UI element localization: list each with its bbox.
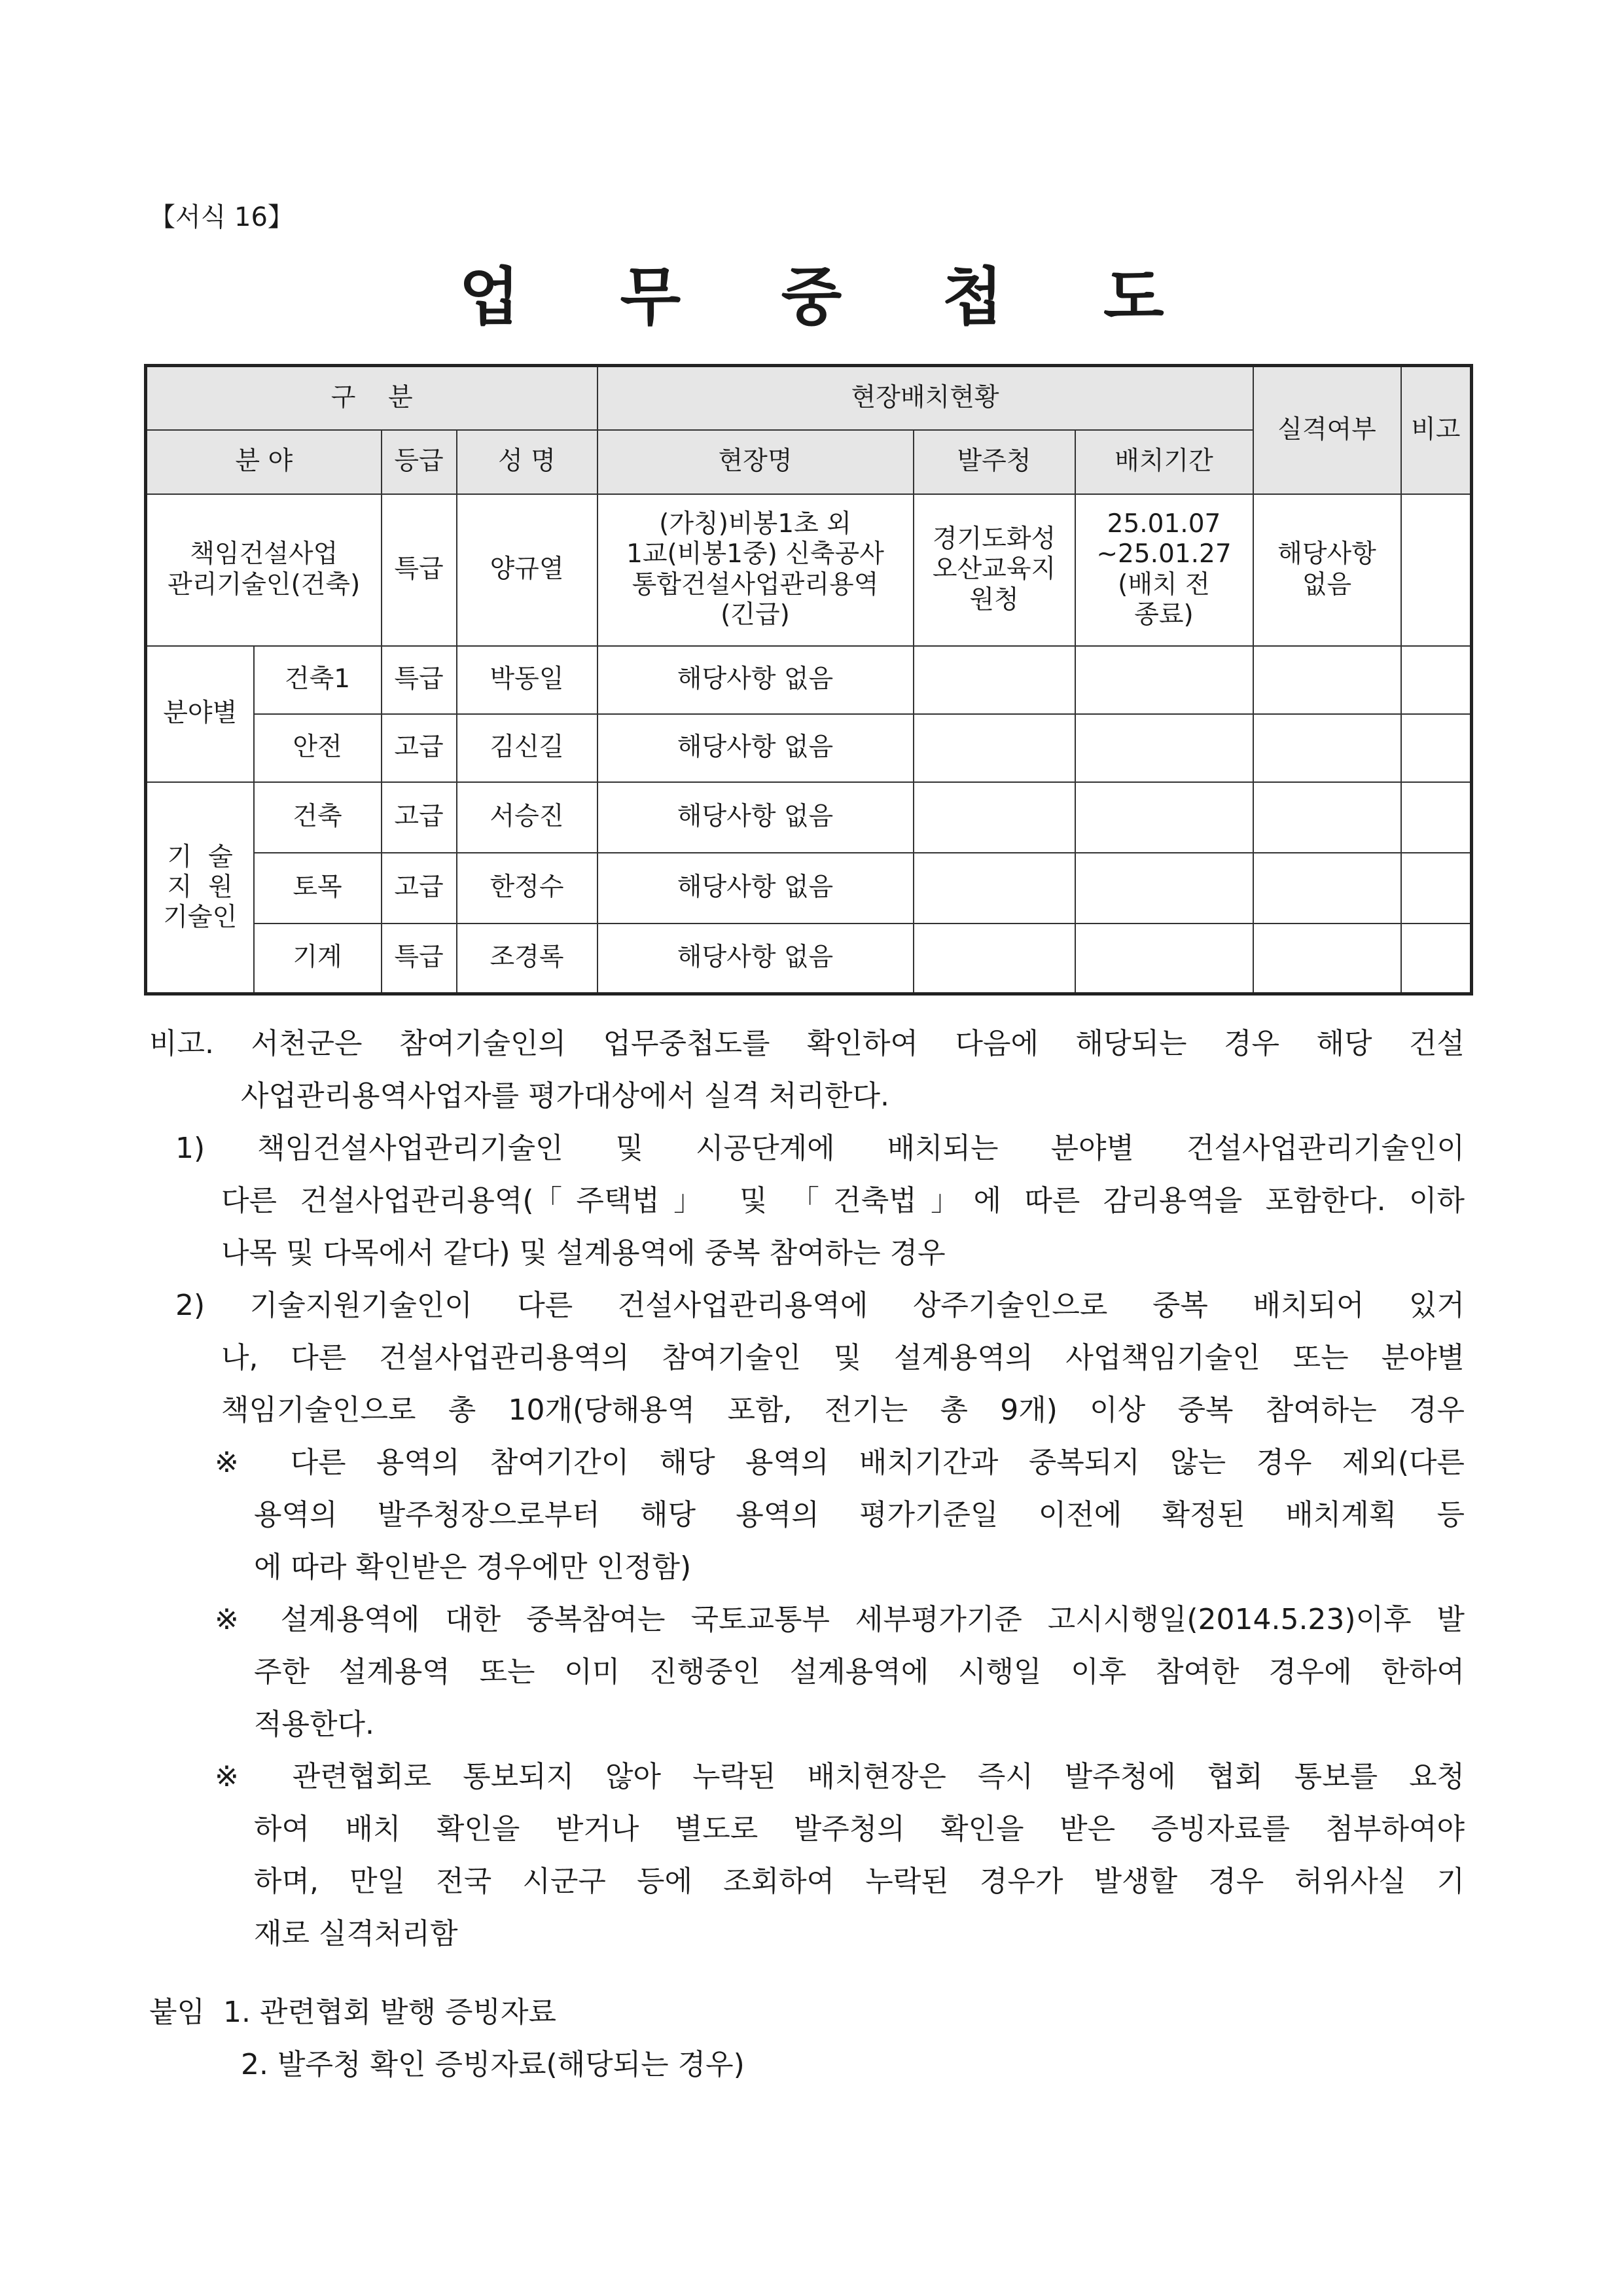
header-gubun: 구 분 (146, 366, 597, 430)
group2-label (146, 782, 254, 994)
row-remarks (1401, 646, 1472, 714)
lead-client-line3: 원청 (969, 584, 1019, 615)
row-remarks (1401, 782, 1472, 853)
row-name: 서승진 (457, 782, 597, 853)
header-field: 분 야 (146, 430, 382, 494)
group1-label: 분야별 (146, 646, 254, 782)
row-disqualification (1253, 714, 1401, 782)
row-period (1075, 646, 1253, 714)
header-grade: 등급 (382, 430, 457, 494)
lead-client-line2: 오산교육지 (932, 554, 1056, 584)
form-label: 【서식 16】 (149, 202, 294, 232)
row-client (914, 853, 1075, 924)
table-row (146, 646, 1472, 714)
note-ref3-line3: 하며, 만일 전국 시군구 등에 조회하여 누락된 경우가 발생할 경우 허위사실 기 (254, 1865, 1465, 1898)
note-item1-line3: 나목 및 다목에서 같다) 및 설계용역에 중복 참여하는 경우 (221, 1236, 946, 1270)
table-row (146, 924, 1472, 994)
note-ref1-line1: ※ 다른 용역의 참여기간이 해당 용역의 배치기간과 중복되지 않는 경우 제외(다른 (215, 1446, 1465, 1479)
header-period: 배치기간 (1075, 430, 1253, 494)
note-item2-line3: 책임기술인으로 총 10개(당해용역 포함, 전기는 총 9개) 이상 중복 참여하는 경우 (221, 1393, 1465, 1427)
lead-period-line4: 종료) (1134, 600, 1194, 630)
group2-label-line2: 지 원 (167, 872, 233, 902)
lead-site-line3: 통합건설사업관리용역 (632, 569, 879, 600)
lead-disqualification-cell (1253, 494, 1401, 646)
row-name: 조경록 (457, 924, 597, 994)
row-site: 해당사항 없음 (597, 714, 914, 782)
row-remarks (1401, 714, 1472, 782)
lead-period-line3: (배치 전 (1118, 569, 1210, 600)
attachment-line1: 붙임 1. 관련협회 발행 증빙자료 (149, 1996, 556, 2029)
row-disqualification (1253, 853, 1401, 924)
note-ref2-line1: ※ 설계용역에 대한 중복참여는 국토교통부 세부평가기준 고시시행일(2014.5.23)이후 발 (215, 1603, 1465, 1636)
table-row (146, 853, 1472, 924)
lead-period-cell (1075, 494, 1253, 646)
row-site: 해당사항 없음 (597, 924, 914, 994)
row-grade: 특급 (382, 924, 457, 994)
row-site: 해당사항 없음 (597, 853, 914, 924)
row-remarks (1401, 924, 1472, 994)
row-sub: 건축 (254, 782, 382, 853)
notes-section (149, 1018, 1465, 2091)
row-client (914, 646, 1075, 714)
note-item2-line1: 2) 기술지원기술인이 다른 건설사업관리용역에 상주기술인으로 중복 배치되어 있거 (175, 1289, 1465, 1322)
lead-field-line1: 책임건설사업 (190, 539, 338, 569)
header-remarks: 비고 (1401, 366, 1472, 494)
header-client: 발주청 (914, 430, 1075, 494)
row-name: 박동일 (457, 646, 597, 714)
row-site: 해당사항 없음 (597, 646, 914, 714)
row-disqualification (1253, 782, 1401, 853)
table-row (146, 782, 1472, 853)
lead-name: 양규열 (457, 494, 597, 646)
note-item1-line2: 다른 건설사업관리용역(「주택법」 및 「건축법」에 따른 감리용역을 포함한다. 이하 (221, 1184, 1465, 1217)
note-intro-line2: 사업관리용역사업자를 평가대상에서 실격 처리한다. (241, 1079, 890, 1113)
lead-site-line2: 1교(비봉1중) 신축공사 (626, 539, 884, 569)
note-item2-line2: 나, 다른 건설사업관리용역의 참여기술인 및 설계용역의 사업책임기술인 또는 분야별 (221, 1341, 1465, 1374)
document-title: 업 무 중 첩 도 (459, 260, 1204, 334)
row-remarks (1401, 853, 1472, 924)
header-disqualification: 실격여부 (1253, 366, 1401, 494)
row-sub: 토목 (254, 853, 382, 924)
lead-period-line1: 25.01.07 (1107, 509, 1221, 539)
overlap-table (144, 364, 1473, 996)
lead-remarks (1401, 494, 1472, 646)
header-site-status: 현장배치현황 (597, 366, 1253, 430)
row-grade: 고급 (382, 714, 457, 782)
lead-client-cell (914, 494, 1075, 646)
note-ref3-line2: 하여 배치 확인을 받거나 별도로 발주청의 확인을 받은 증빙자료를 첨부하여야 (254, 1812, 1465, 1846)
row-period (1075, 853, 1253, 924)
note-item1-line1: 1) 책임건설사업관리기술인 및 시공단계에 배치되는 분야별 건설사업관리기술인이 (175, 1132, 1465, 1165)
row-grade: 고급 (382, 782, 457, 853)
lead-site-cell (597, 494, 914, 646)
row-name: 한정수 (457, 853, 597, 924)
note-ref1-line2: 용역의 발주청장으로부터 해당 용역의 평가기준일 이전에 확정된 배치계획 등 (254, 1498, 1465, 1532)
row-disqualification (1253, 924, 1401, 994)
lead-disq-line1: 해당사항 (1277, 539, 1376, 569)
row-period (1075, 714, 1253, 782)
row-sub: 기계 (254, 924, 382, 994)
row-name: 김신길 (457, 714, 597, 782)
lead-field-cell (146, 494, 382, 646)
row-period (1075, 782, 1253, 853)
lead-disq-line2: 없음 (1302, 569, 1352, 600)
lead-client-line1: 경기도화성 (932, 524, 1056, 554)
lead-site-line1: (가칭)비봉1초 외 (659, 509, 851, 539)
lead-grade: 특급 (382, 494, 457, 646)
row-client (914, 782, 1075, 853)
note-ref1-line3: 에 따라 확인받은 경우에만 인정함) (254, 1551, 692, 1584)
note-ref3-line1: ※ 관련협회로 통보되지 않아 누락된 배치현장은 즉시 발주청에 협회 통보를 요청 (215, 1760, 1465, 1793)
row-site: 해당사항 없음 (597, 782, 914, 853)
row-period (1075, 924, 1253, 994)
note-ref2-line2: 주한 설계용역 또는 이미 진행중인 설계용역에 시행일 이후 참여한 경우에 한하여 (254, 1655, 1465, 1689)
row-grade: 특급 (382, 646, 457, 714)
row-sub: 건축1 (254, 646, 382, 714)
table-row (146, 714, 1472, 782)
header-name: 성 명 (457, 430, 597, 494)
attachment-line2: 2. 발주청 확인 증빙자료(해당되는 경우) (241, 2048, 745, 2081)
header-site-name: 현장명 (597, 430, 914, 494)
row-sub: 안전 (254, 714, 382, 782)
group2-label-line3: 기술인 (163, 902, 238, 932)
lead-site-line4: (긴급) (721, 600, 790, 630)
note-ref3-line4: 재로 실격처리함 (254, 1917, 458, 1950)
note-ref2-line3: 적용한다. (254, 1708, 375, 1741)
table-row-lead (146, 494, 1472, 646)
spacer (149, 1960, 1465, 1986)
lead-field-line2: 관리기술인(건축) (168, 569, 361, 600)
row-disqualification (1253, 646, 1401, 714)
note-intro-line1: 비고. 서천군은 참여기술인의 업무중첩도를 확인하여 다음에 해당되는 경우 해당 건설 (149, 1027, 1465, 1060)
row-grade: 고급 (382, 853, 457, 924)
lead-period-line2: ~25.01.27 (1096, 539, 1232, 569)
row-client (914, 714, 1075, 782)
group2-label-line1: 기 술 (167, 842, 233, 872)
row-client (914, 924, 1075, 994)
